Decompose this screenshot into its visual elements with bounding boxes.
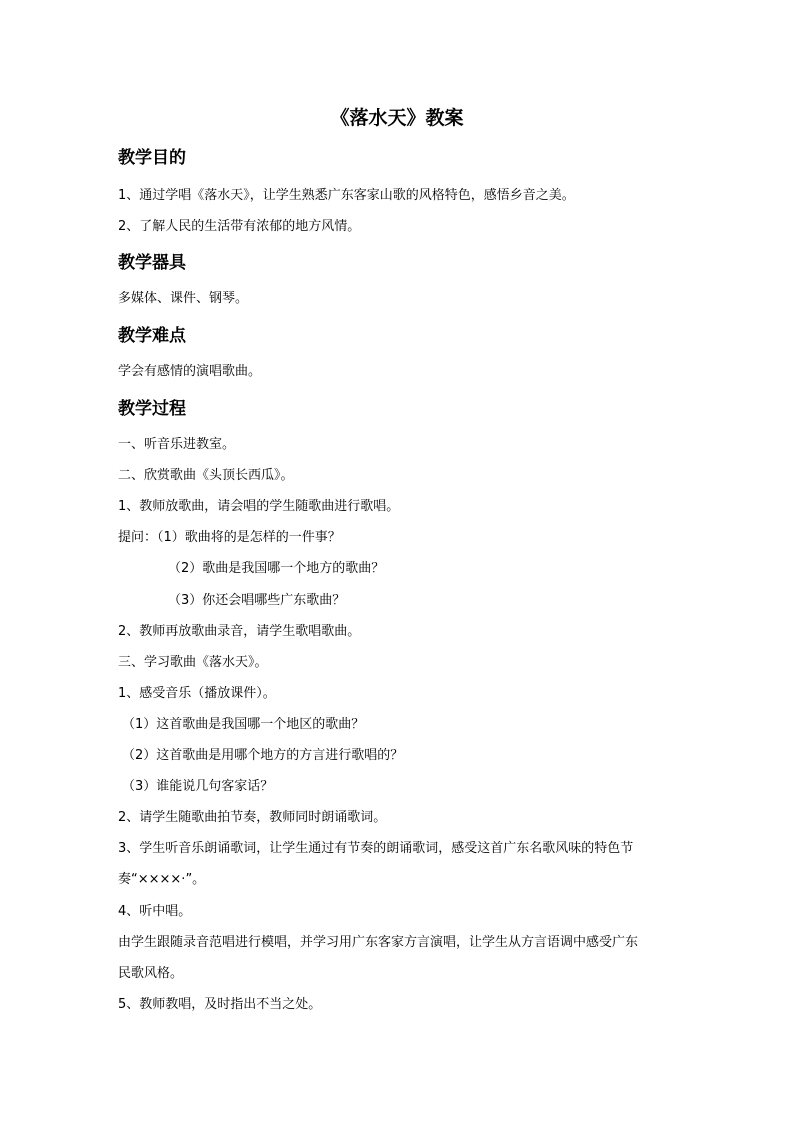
process-line-6: （3）你还会唱哪些广东歌曲？ (168, 593, 346, 608)
difficulty-line-1: 学会有感情的演唱歌曲。 (118, 364, 262, 379)
section-heading-process: 教学过程 (118, 399, 186, 419)
process-line-12: （3）谁能说几句客家话？ (122, 779, 274, 794)
process-line-1: 一、听音乐进教室。 (118, 437, 236, 452)
process-line-10: （1）这首歌曲是我国哪一个地区的歌曲？ (122, 717, 365, 732)
process-line-2: 二、欣赏歌曲《头顶长西瓜》。 (118, 468, 294, 483)
process-line-16: 4、听中唱。 (118, 904, 192, 919)
section-heading-difficulty: 教学难点 (118, 326, 186, 346)
process-line-13: 2、请学生随歌曲拍节奏，教师同时朗诵歌词。 (118, 810, 387, 825)
process-line-18: 民歌风格。 (118, 966, 184, 981)
equipment-line-1: 多媒体、课件、钢琴。 (118, 291, 249, 306)
section-heading-equipment: 教学器具 (118, 253, 186, 273)
section-heading-objectives: 教学目的 (118, 148, 186, 168)
process-line-8: 三、学习歌曲《落水天》。 (118, 655, 268, 670)
process-line-5: （2）歌曲是我国哪一个地方的歌曲？ (168, 561, 385, 576)
process-line-14: 3、学生听音乐朗诵歌词，让学生通过有节奏的朗诵歌词，感受这首广东名歌风味的特色节 (118, 841, 634, 856)
objectives-line-2: 2、了解人民的生活带有浓郁的地方风情。 (118, 219, 361, 234)
process-line-17: 由学生跟随录音范唱进行模唱，并学习用广东客家方言演唱，让学生从方言语调中感受广东 (118, 935, 639, 950)
process-line-9: 1、感受音乐（播放课件）。 (118, 686, 276, 701)
process-line-4: 提问：（1）歌曲将的是怎样的一件事？ (118, 530, 341, 545)
process-line-15: 奏“××××·”。 (118, 872, 206, 887)
process-line-3: 1、教师放歌曲，请会唱的学生随歌曲进行歌唱。 (118, 499, 400, 514)
process-line-19: 5、教师教唱，及时指出不当之处。 (118, 997, 322, 1012)
document-title: 《落水天》教案 (330, 107, 464, 129)
process-line-11: （2）这首歌曲是用哪个地方的方言进行歌唱的？ (122, 748, 404, 763)
process-line-7: 2、教师再放歌曲录音，请学生歌唱歌曲。 (118, 624, 361, 639)
objectives-line-1: 1、通过学唱《落水天》，让学生熟悉广东客家山歌的风格特色，感悟乡音之美。 (118, 188, 575, 203)
